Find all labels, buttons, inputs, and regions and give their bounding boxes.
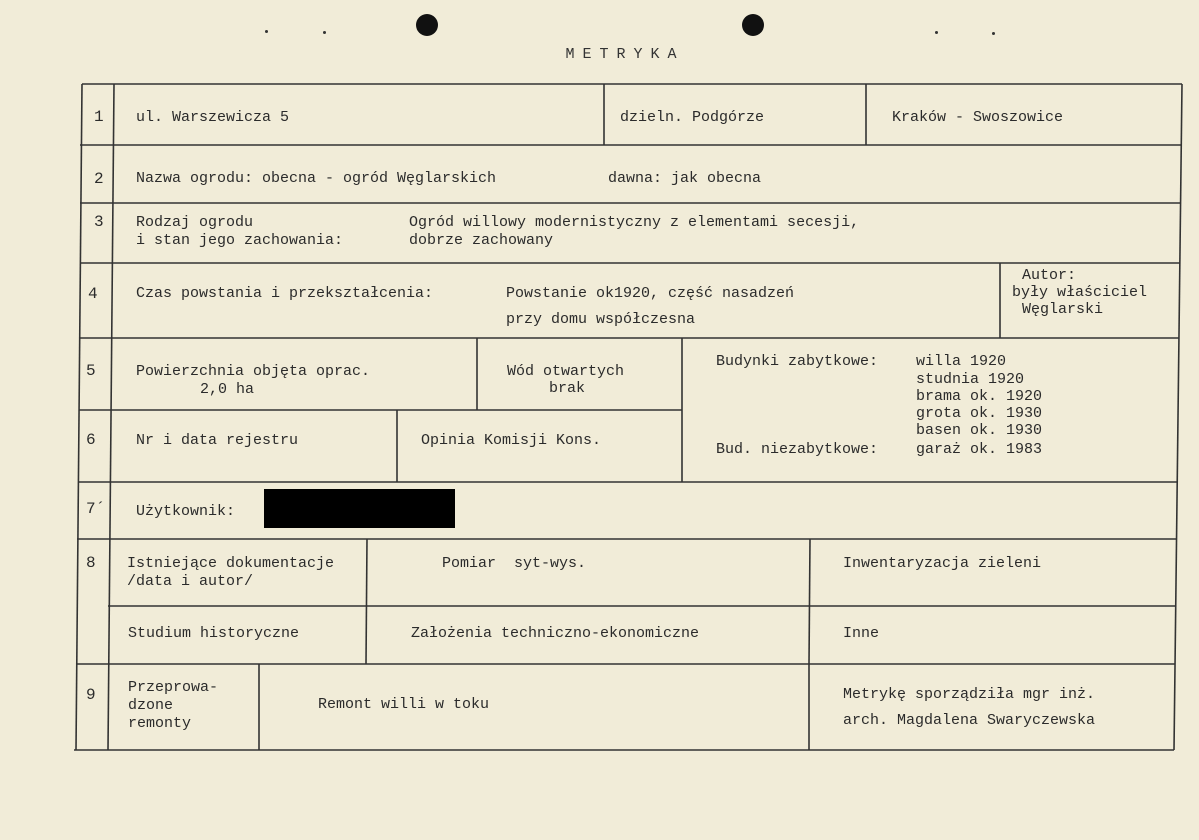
creation-time-value-2: przy domu współczesna (506, 311, 696, 328)
prepared-by-line-1: Metrykę sporządziła mgr inż. (843, 686, 1096, 703)
register-label: Nr i data rejestru (136, 432, 299, 449)
author-value-1: były właściciel (1012, 284, 1148, 301)
commission-opinion-label: Opinia Komisji Kons. (421, 432, 602, 449)
survey-label: Pomiar syt-wys. (442, 555, 587, 572)
garden-name: Nazwa ogrodu: obecna - ogród Węglarskich (136, 170, 497, 187)
author-value-2: Węglarski (1022, 301, 1104, 318)
author-label: Autor: (1022, 267, 1077, 284)
historic-building-5: basen ok. 1930 (916, 422, 1043, 439)
row-number-4: 4 (88, 285, 98, 303)
garden-type-label: Rodzaj ogrodu (136, 214, 254, 231)
other-label: Inne (843, 625, 880, 642)
row-number-9: 9 (86, 686, 96, 704)
former-name: dawna: jak obecna (608, 170, 762, 187)
prepared-by-line-2: arch. Magdalena Swaryczewska (843, 712, 1096, 729)
historical-study-label: Studium historyczne (128, 625, 300, 642)
garden-condition-value: dobrze zachowany (409, 232, 554, 249)
historic-building-4: grota ok. 1930 (916, 405, 1043, 422)
row-number-6: 6 (86, 431, 96, 449)
creation-time-label: Czas powstania i przekształcenia: (136, 285, 434, 302)
garden-condition-label: i stan jego zachowania: (136, 232, 344, 249)
existing-docs-label: Istniejące dokumentacje (127, 555, 335, 572)
redaction-bar (264, 489, 455, 528)
creation-time-value-1: Powstanie ok1920, część nasadzeń (506, 285, 795, 302)
non-historic-buildings-label: Bud. niezabytkowe: (716, 441, 879, 458)
district: dzieln. Podgórze (620, 109, 765, 126)
historic-building-3: brama ok. 1920 (916, 388, 1043, 405)
row-number-3: 3 (94, 213, 104, 231)
area-value: 2,0 ha (200, 381, 255, 398)
greenery-inventory-label: Inwentaryzacja zieleni (843, 555, 1042, 572)
document-title: METRYKA (565, 46, 685, 63)
address: ul. Warszewicza 5 (136, 109, 290, 126)
existing-docs-sublabel: /data i autor/ (127, 573, 254, 590)
area-label: Powierzchnia objęta oprac. (136, 363, 371, 380)
user-label: Użytkownik: (136, 503, 236, 520)
technical-economic-label: Założenia techniczno-ekonomiczne (411, 625, 700, 642)
renovations-value: Remont willi w toku (318, 696, 490, 713)
renovations-label-2: dzone (128, 697, 174, 714)
renovations-label-1: Przeprowa- (128, 679, 219, 696)
historic-building-2: studnia 1920 (916, 371, 1025, 388)
garden-type-value: Ogród willowy modernistyczny z elementami secesji, (409, 214, 860, 231)
renovations-label-3: remonty (128, 715, 192, 732)
row-number-8: 8 (86, 554, 96, 572)
row-number-2: 2 (94, 170, 104, 188)
open-water-value: brak (549, 380, 586, 397)
city: Kraków - Swoszowice (892, 109, 1064, 126)
row-number-7: 7´ (86, 500, 106, 518)
row-number-1: 1 (94, 108, 104, 126)
historic-buildings-label: Budynki zabytkowe: (716, 353, 879, 370)
non-historic-building-1: garaż ok. 1983 (916, 441, 1043, 458)
historic-building-1: willa 1920 (916, 353, 1007, 370)
row-number-5: 5 (86, 362, 96, 380)
open-water-label: Wód otwartych (507, 363, 625, 380)
